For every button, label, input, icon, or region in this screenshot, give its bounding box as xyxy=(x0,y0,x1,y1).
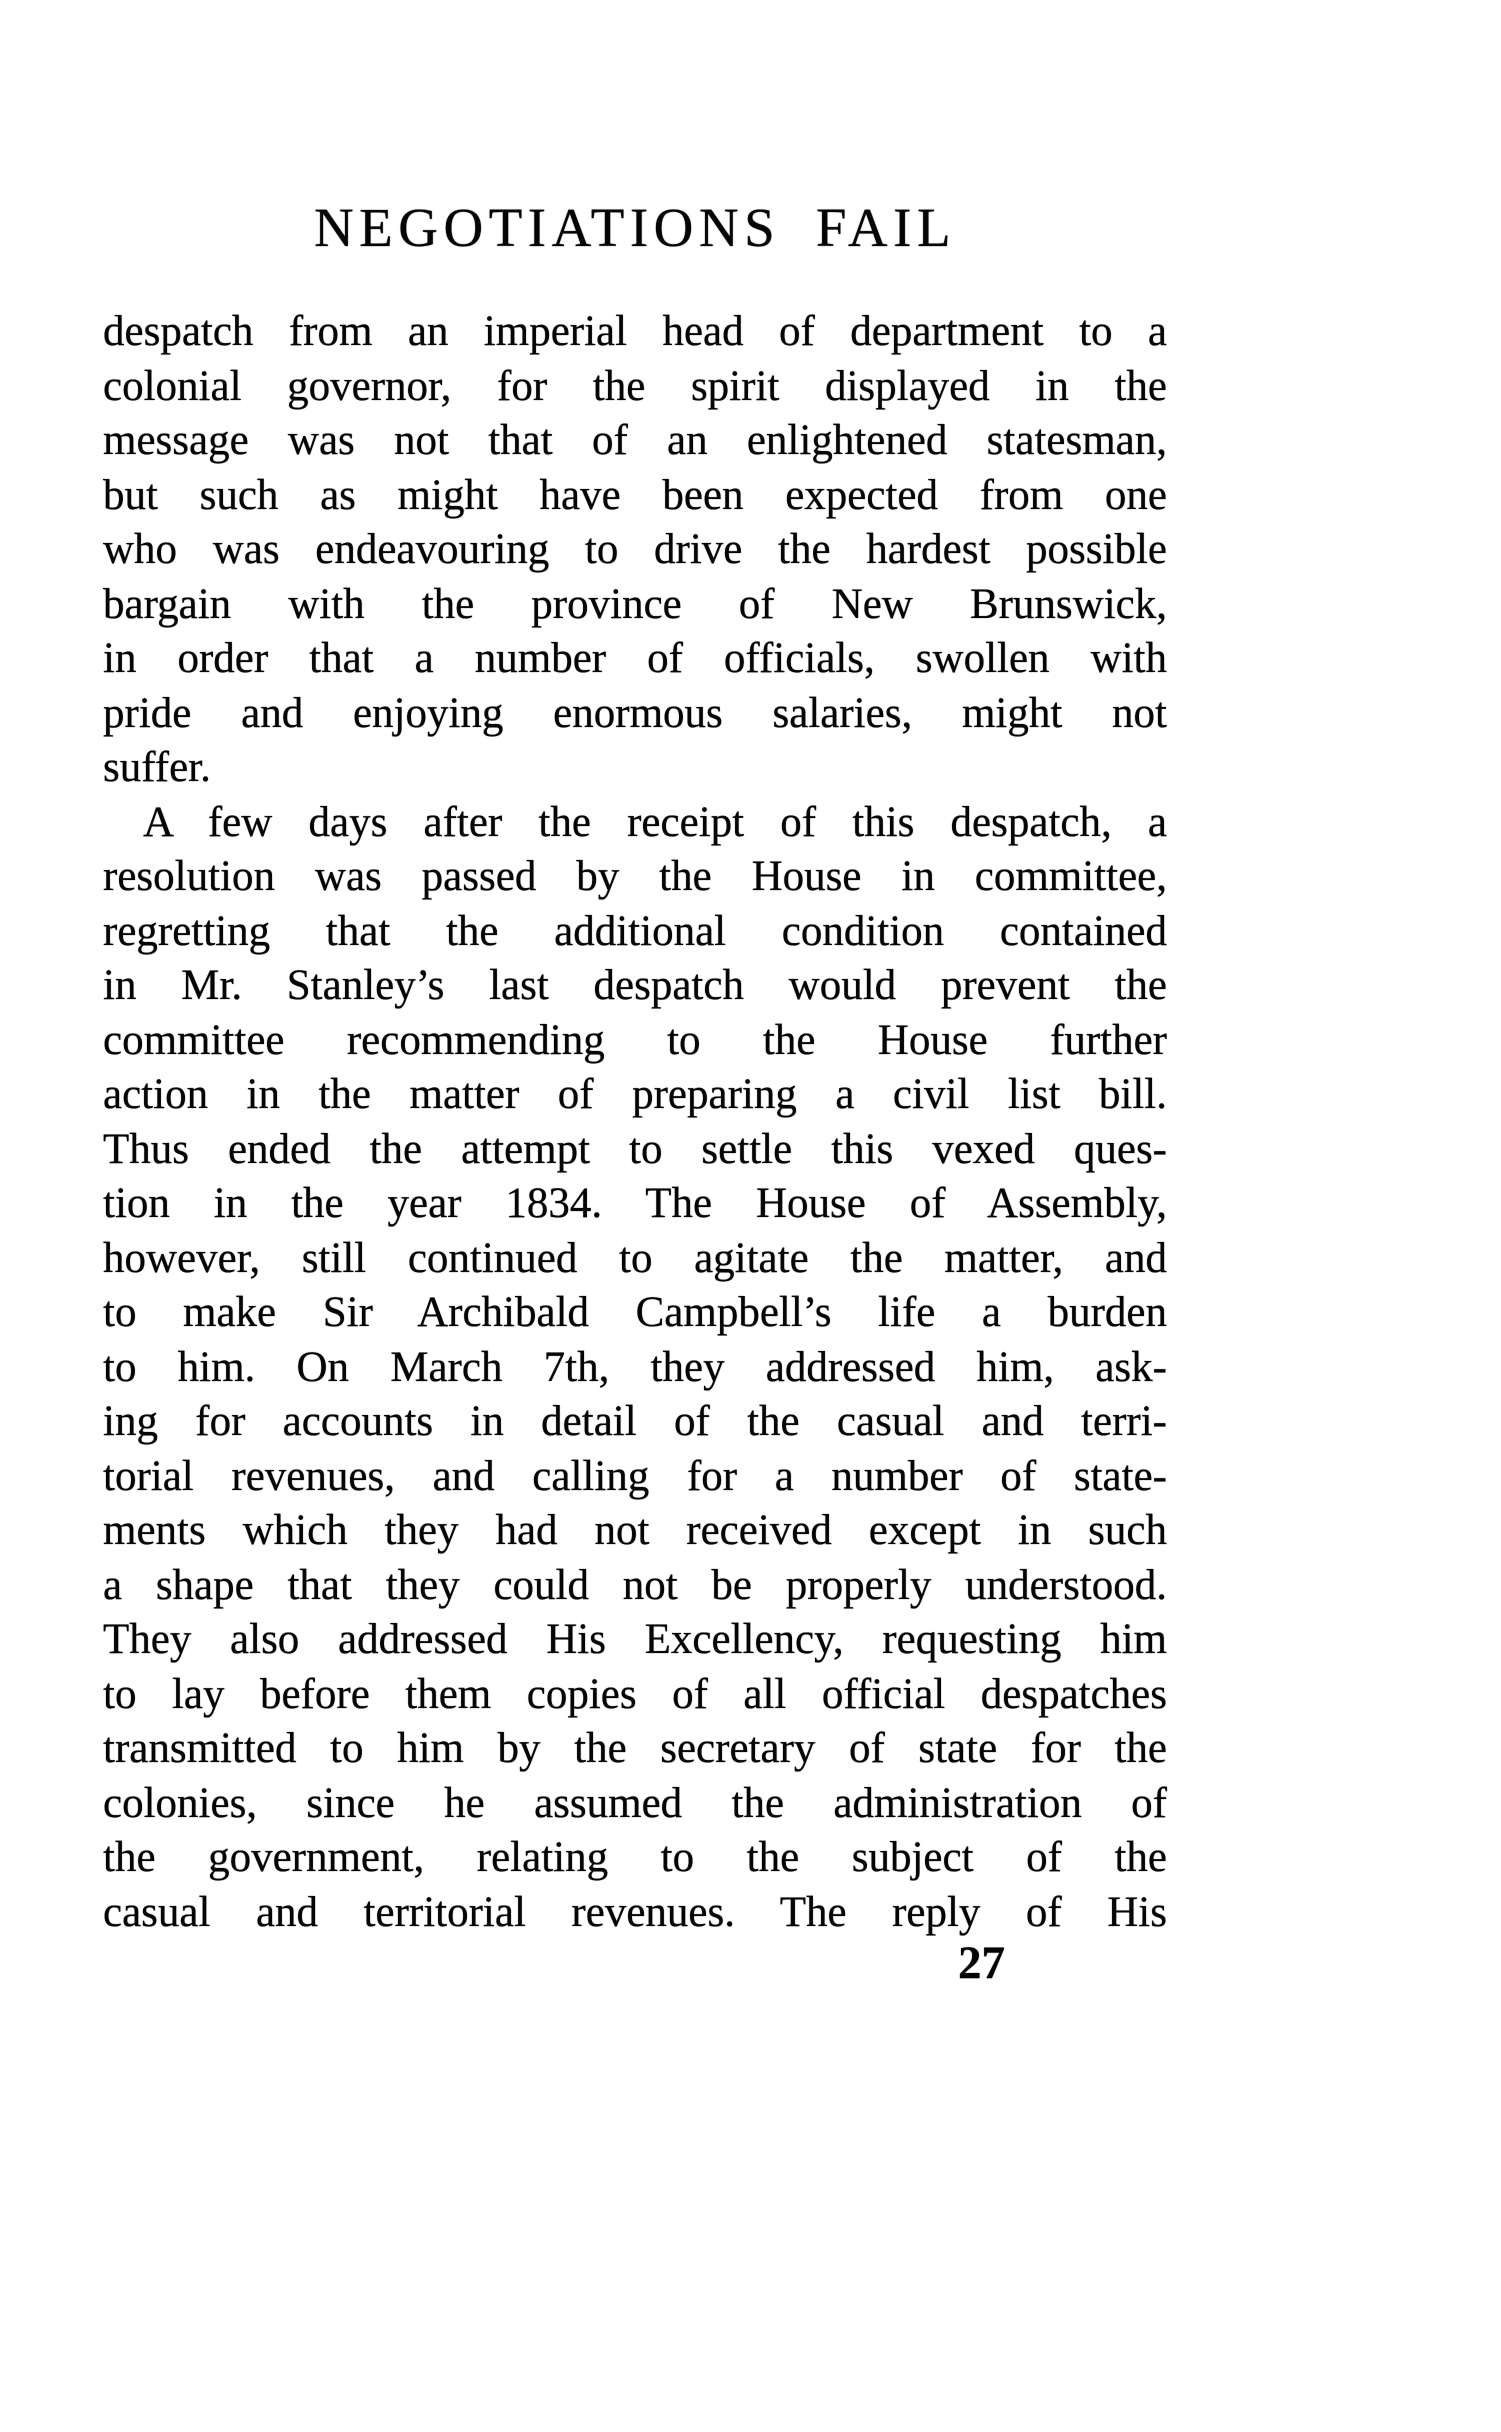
body-line: torial revenues, and calling for a number of state- xyxy=(103,1452,1167,1500)
body-line: in Mr. Stanley’s last despatch would prevent the xyxy=(103,962,1167,1009)
body-line: colonial governor, for the spirit displayed in the xyxy=(103,362,1167,410)
body-line: who was endeavouring to drive the hardest possible xyxy=(103,526,1167,573)
body-line: to lay before them copies of all official despatches xyxy=(103,1670,1167,1718)
body-line: A few days after the receipt of this despatch, a xyxy=(143,798,1167,846)
body-line: tion in the year 1834. The House of Assembly, xyxy=(103,1180,1167,1227)
body-line: resolution was passed by the House in committee, xyxy=(103,853,1167,900)
body-line: the government, relating to the subject of the xyxy=(103,1834,1167,1881)
body-line: action in the matter of preparing a civil list bill. xyxy=(103,1071,1167,1118)
body-line: transmitted to him by the secretary of state for the xyxy=(103,1725,1167,1772)
body-line: They also addressed His Excellency, requesting him xyxy=(103,1616,1167,1663)
body-line: casual and territorial revenues. The reply of His xyxy=(103,1888,1167,1936)
body-line: bargain with the province of New Brunswick, xyxy=(103,580,1167,628)
body-line: message was not that of an enlightened statesman, xyxy=(103,417,1167,464)
body-line: pride and enjoying enormous salaries, might not xyxy=(103,689,1167,737)
body-line: to make Sir Archibald Campbell’s life a burden xyxy=(103,1289,1167,1336)
page-number: 27 xyxy=(958,1937,1005,1989)
page-heading: NEGOTIATIONS FAIL xyxy=(313,197,957,258)
body-line: to him. On March 7th, they addressed him, ask- xyxy=(103,1343,1167,1391)
body-line: but such as might have been expected from one xyxy=(103,471,1167,519)
body-line: a shape that they could not be properly understood. xyxy=(103,1561,1167,1609)
body-text xyxy=(103,305,1167,1940)
body-line: however, still continued to agitate the matter, and xyxy=(103,1234,1167,1282)
body-line: regretting that the additional condition contained xyxy=(103,907,1167,955)
text-block xyxy=(103,197,1167,1940)
body-line: Thus ended the attempt to settle this vexed ques- xyxy=(103,1125,1167,1173)
body-line: colonies, since he assumed the administration of xyxy=(103,1779,1167,1827)
body-line: committee recommending to the House further xyxy=(103,1016,1167,1064)
body-line: suffer. xyxy=(103,744,211,791)
body-line: in order that a number of officials, swollen with xyxy=(103,635,1167,682)
body-line: despatch from an imperial head of department to a xyxy=(103,308,1167,355)
body-line: ments which they had not received except in such xyxy=(103,1507,1167,1554)
body-line: ing for accounts in detail of the casual and terri- xyxy=(103,1398,1167,1445)
